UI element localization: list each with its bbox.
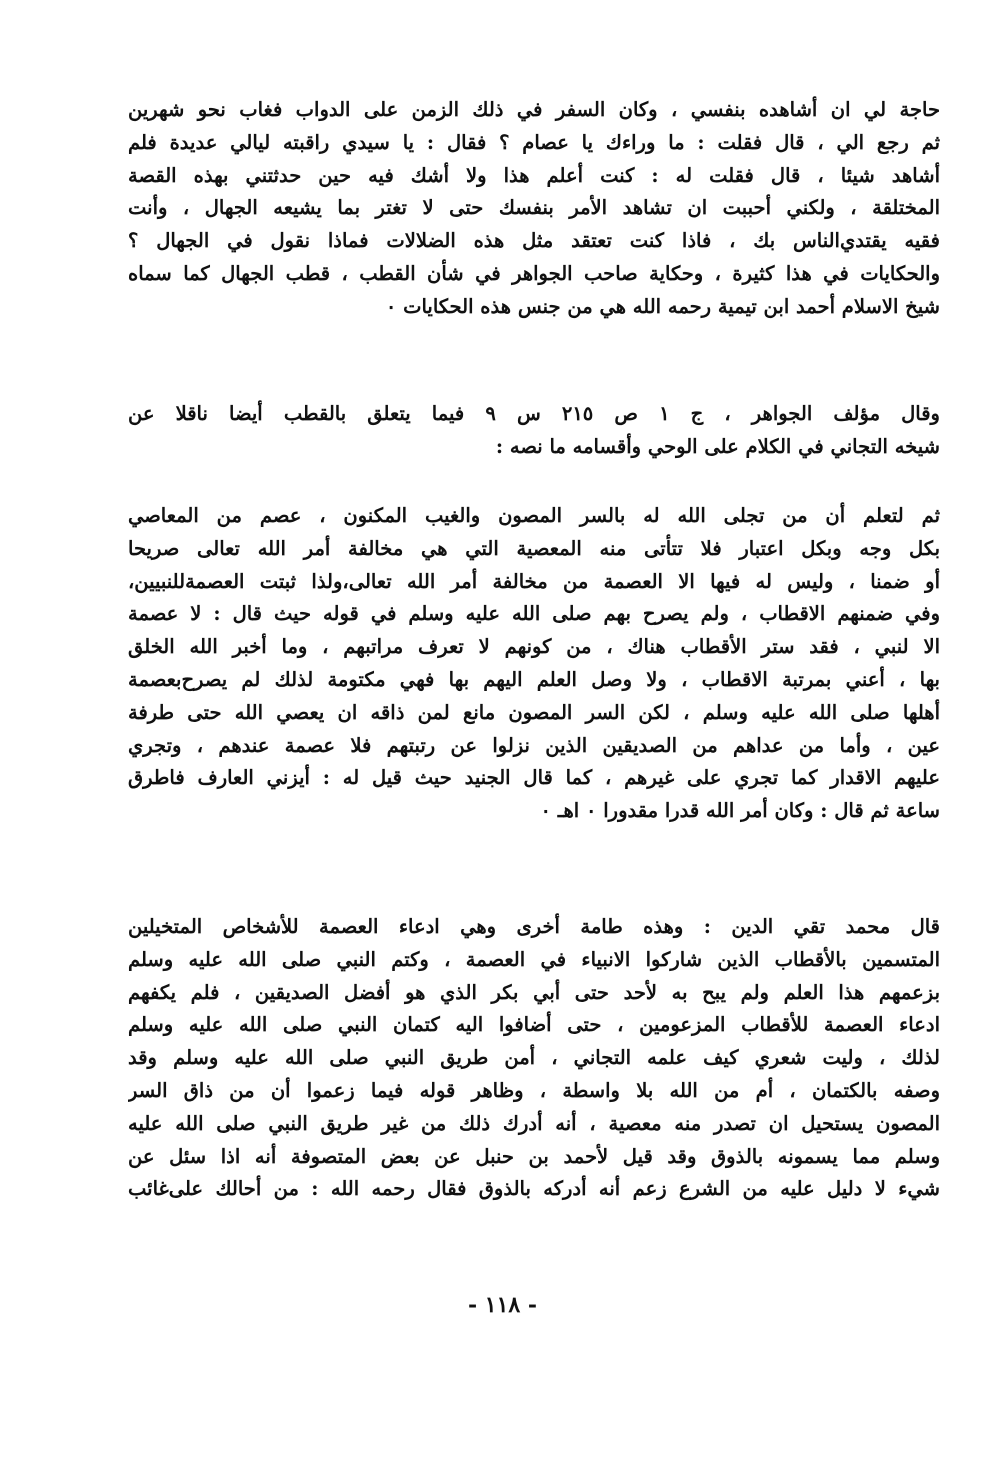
text-line: عين ، وأما من عداهم من الصديقين الذين نزلوا عن رتبتهم فلا عصمة عندهم ، وتجري: [128, 733, 940, 757]
text-line: أشاهد شيئا ، قال فقلت له : كنت أعلم هذا ولا أشك فيه حين حدثتني بهذه القصة: [128, 163, 940, 187]
text-line: ساعة ثم قال : وكان أمر الله قدرا مقدورا ٠ اهـ ٠: [540, 799, 940, 823]
text-line: المتسمين بالأقطاب الذين شاركوا الانبياء في العصمة ، وكتم النبي صلى الله عليه وسلم: [128, 947, 940, 971]
paragraph-3: [128, 500, 940, 828]
text-line: وسلم مما يسمونه بالذوق وقد قيل لأحمد بن حنبل عن بعض المتصوفة أنه اذا سئل عن: [128, 1144, 940, 1168]
text-line: أو ضمنا ، وليس له فيها الا العصمة من مخالفة أمر الله تعالى،ولذا ثبتت العصمة‌للنبيين،: [128, 569, 940, 593]
text-line: ادعاء العصمة للأقطاب المزعومين ، حتى أضافوا اليه كتمان النبي صلى الله عليه وسلم: [128, 1013, 940, 1037]
text-line: المختلقة ، ولكني أحببت ان تشاهد الأمر بنفسك حتى لا تغتر بما يشيعه الجهال ، وأنت: [128, 196, 940, 220]
text-line: بها ، أعني بمرتبة الاقطاب ، ولا وصل العلم اليهم بها فهي مكتومة لذلك لم يصرح‌بعصمة: [128, 667, 940, 691]
text-line: قال محمد تقي الدين : وهذه طامة أخرى وهي ادعاء العصمة للأشخاص المتخيلين: [128, 915, 940, 938]
text-line: وصفه بالكتمان ، أم من الله بلا واسطة ، وظاهر قوله فيما زعموا أن من ذاق السر: [128, 1078, 940, 1102]
text-line: أهلها صلى الله عليه وسلم ، لكن السر المصون مانع لمن ذاقه ان يعصي الله حتى طرفة: [128, 700, 940, 724]
paragraph-1: [128, 94, 940, 324]
text-line: فقيه يقتدي‌الناس بك ، فاذا كنت تعتقد مثل هذه الضلالات فماذا نقول في الجهال ؟: [128, 229, 940, 253]
text-line: شيخه التجاني في الكلام على الوحي وأقسامه ما نصه :: [495, 434, 940, 458]
text-line: والحكايات في هذا كثيرة ، وحكاية صاحب الجواهر في شأن القطب ، قطب الجهال كما سماه: [128, 261, 940, 285]
text-line: شيخ الاسلام أحمد ابن تيمية رحمه الله هي من جنس هذه الحكايات ٠: [385, 294, 940, 318]
text-line: وقال مؤلف الجواهر ، ج ١ ص ٢١٥ س ٩ فيما يتعلق بالقطب أيضا ناقلا عن: [128, 402, 940, 425]
page-number: - ١١٨ -: [467, 1292, 538, 1318]
text-line: لذلك ، وليت شعري كيف علمه التجاني ، أمن طريق النبي صلى الله عليه وسلم وقد: [128, 1046, 940, 1070]
text-line: الا لنبي ، فقد ستر الأقطاب هناك ، من كونهم لا تعرف مراتبهم ، وما أخبر الله الخلق: [128, 635, 940, 659]
paragraph-2: [128, 398, 940, 464]
text-line: ثم رجع الي ، قال فقلت : ما وراءك يا عصام ؟ فقال : يا سيدي راقبته ليالي عديدة فلم: [128, 130, 940, 154]
text-line: بكل وجه وبكل اعتبار فلا تتأتى منه المعصية التي هي مخالفة أمر الله تعالى صريحا: [128, 536, 940, 560]
text-line: حاجة لي ان أشاهده بنفسي ، وكان السفر في ذلك الزمن على الدواب فغاب نحو شهرين: [128, 98, 940, 121]
text-line: عليهم الاقدار كما تجري على غيرهم ، كما قال الجنيد حيث قيل له : أيزني العارف فاطرق: [128, 766, 940, 790]
text-line: المصون يستحيل ان تصدر منه معصية ، أنه أدرك ذلك من غير طريق النبي صلى الله عليه: [128, 1111, 940, 1135]
text-line: بزعمهم هذا العلم ولم يبح به لأحد حتى أبي بكر الذي هو أفضل الصديقين ، فلم يكفهم: [128, 980, 940, 1004]
text-line: شيء لا دليل عليه من الشرع زعم أنه أدركه بالذوق فقال رحمه الله : من أحالك على‌غائب: [128, 1177, 940, 1201]
text-line: وفي ضمنهم الاقطاب ، ولم يصرح بهم صلى الله عليه وسلم في قوله حيث قال : لا عصمة: [128, 602, 940, 626]
paragraph-4: [128, 911, 940, 1206]
text-line: ثم لتعلم أن من تجلى الله له بالسر المصون والغيب المكنون ، عصم من المعاصي: [128, 504, 940, 527]
